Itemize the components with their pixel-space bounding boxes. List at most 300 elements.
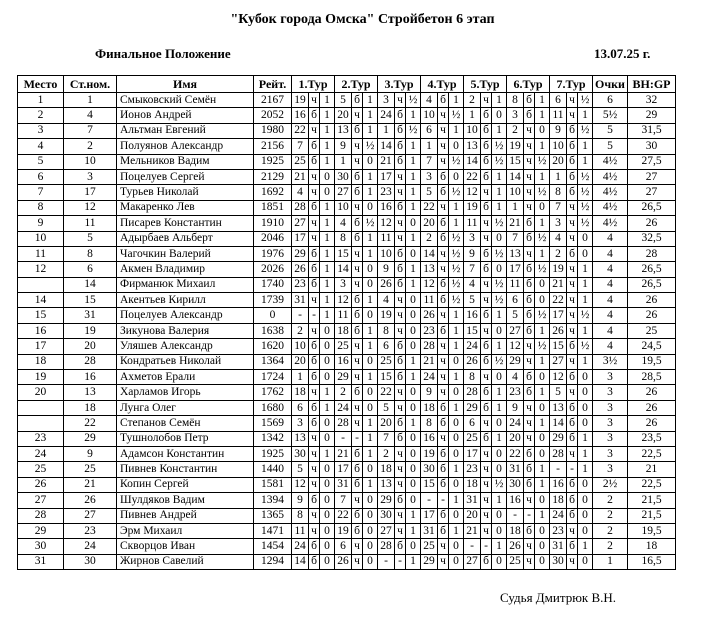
cell-r4-result: 1	[449, 339, 464, 354]
cell-r3-opponent: 16	[378, 200, 395, 215]
cell-r2-color: б	[352, 508, 363, 523]
cell-r2-color: б	[352, 185, 363, 200]
cell-r2-color: б	[352, 477, 363, 492]
cell-r7-color: ч	[567, 523, 578, 538]
cell-player-name: Поцелуев Александр	[117, 308, 254, 323]
cell-r7-opponent: 1	[550, 169, 567, 184]
cell-r2-result: 0	[363, 400, 378, 415]
cell-r1-color: б	[309, 139, 320, 154]
cell-r3-result: 0	[406, 462, 421, 477]
cell-r6-color: ч	[524, 169, 535, 184]
cell-r4-opponent: 17	[421, 508, 438, 523]
cell-player-name: Тушнолобов Петр	[117, 431, 254, 446]
cell-r4-color: ч	[438, 554, 449, 569]
cell-r5-opponent: 24	[464, 339, 481, 354]
cell-place: 11	[18, 246, 64, 261]
cell-r1-opponent: 12	[292, 477, 309, 492]
cell-r5-result: 0	[492, 370, 507, 385]
cell-r5-color: б	[481, 169, 492, 184]
cell-r2-opponent: 7	[335, 493, 352, 508]
cell-r2-opponent: 15	[335, 246, 352, 261]
cell-r3-color: б	[395, 416, 406, 431]
cell-r5-result: 0	[492, 231, 507, 246]
cell-r4-result: 1	[449, 93, 464, 108]
cell-r4-opponent: 18	[421, 400, 438, 415]
cell-r7-opponent: 8	[550, 185, 567, 200]
cell-rating: 1394	[254, 493, 292, 508]
cell-rating: 2167	[254, 93, 292, 108]
cell-r4-opponent: 8	[421, 416, 438, 431]
cell-r6-opponent: 24	[507, 416, 524, 431]
cell-r3-color: ч	[395, 308, 406, 323]
cell-r4-result: 1	[449, 200, 464, 215]
col-header-round-6: 6.Тур	[507, 76, 550, 93]
cell-points: 3	[593, 462, 628, 477]
cell-r3-color: -	[395, 554, 406, 569]
cell-tiebreak: 26,5	[628, 262, 676, 277]
cell-r1-result: 1	[320, 246, 335, 261]
cell-r2-color: ч	[352, 539, 363, 554]
cell-r1-result: 1	[320, 262, 335, 277]
cell-place: 2	[18, 108, 64, 123]
cell-r5-result: 0	[492, 462, 507, 477]
cell-r1-result: 1	[320, 231, 335, 246]
cell-place: 30	[18, 539, 64, 554]
cell-start-number: 11	[64, 216, 117, 231]
cell-player-name: Чагочкин Валерий	[117, 246, 254, 261]
cell-r1-opponent: 17	[292, 231, 309, 246]
cell-r5-opponent: 20	[464, 508, 481, 523]
cell-r3-opponent: 15	[378, 370, 395, 385]
cell-r7-color: б	[567, 370, 578, 385]
cell-r1-result: 1	[320, 200, 335, 215]
cell-r6-opponent: 10	[507, 185, 524, 200]
cell-r1-opponent: 25	[292, 154, 309, 169]
cell-r2-opponent: 3	[335, 277, 352, 292]
cell-r6-color: б	[524, 108, 535, 123]
cell-r3-color: б	[395, 354, 406, 369]
tournament-date: 13.07.25 г.	[594, 46, 651, 61]
cell-r2-color: б	[352, 169, 363, 184]
cell-r6-result: 0	[535, 446, 550, 461]
cell-rating: 1740	[254, 277, 292, 292]
cell-points: 4½	[593, 200, 628, 215]
cell-r3-result: 1	[406, 523, 421, 538]
cell-r7-result: 1	[578, 462, 593, 477]
cell-r6-color: б	[524, 323, 535, 338]
cell-r6-opponent: 17	[507, 262, 524, 277]
cell-r1-result: 0	[320, 323, 335, 338]
cell-r3-opponent: 2	[378, 446, 395, 461]
cell-r4-color: б	[438, 477, 449, 492]
cell-r2-opponent: 19	[335, 523, 352, 538]
cell-r7-opponent: 4	[550, 231, 567, 246]
cell-r5-result: 1	[492, 400, 507, 415]
cell-start-number: 9	[64, 446, 117, 461]
cell-tiebreak: 19,5	[628, 354, 676, 369]
cell-rating: 1925	[254, 154, 292, 169]
cell-r4-result: 0	[449, 446, 464, 461]
cell-r7-result: ½	[578, 169, 593, 184]
cell-start-number: 5	[64, 231, 117, 246]
cell-r1-color: ч	[309, 385, 320, 400]
cell-player-name: Полуянов Александр	[117, 139, 254, 154]
cell-r3-color: б	[395, 246, 406, 261]
cell-r7-result: 1	[578, 262, 593, 277]
cell-start-number: 14	[64, 277, 117, 292]
cell-r3-result: 1	[406, 139, 421, 154]
cell-r2-result: 1	[363, 431, 378, 446]
cell-r7-result: 1	[578, 539, 593, 554]
col-header-round-1: 1.Тур	[292, 76, 335, 93]
table-row	[18, 277, 676, 292]
cell-r5-result: 1	[492, 123, 507, 138]
cell-place: 16	[18, 323, 64, 338]
cell-r6-opponent: 8	[507, 93, 524, 108]
cell-rating: 1569	[254, 416, 292, 431]
cell-r7-opponent: 16	[550, 477, 567, 492]
col-header-name: Имя	[117, 76, 254, 93]
cell-r1-opponent: 2	[292, 323, 309, 338]
cell-r7-result: ½	[578, 93, 593, 108]
cell-r5-color: ч	[481, 277, 492, 292]
cell-r1-opponent: 26	[292, 262, 309, 277]
cell-start-number: 29	[64, 431, 117, 446]
cell-place: 5	[18, 154, 64, 169]
cell-r4-color: ч	[438, 339, 449, 354]
cell-points: 4	[593, 277, 628, 292]
cell-r1-color: б	[309, 277, 320, 292]
cell-r7-opponent: 31	[550, 539, 567, 554]
cell-r3-result: 0	[406, 246, 421, 261]
cell-r4-opponent: 13	[421, 262, 438, 277]
cell-r5-result: ½	[492, 354, 507, 369]
cell-points: 4	[593, 308, 628, 323]
cell-r1-result: 1	[320, 216, 335, 231]
table-row	[18, 308, 676, 323]
cell-r4-opponent: 21	[421, 354, 438, 369]
cell-player-name: Лунга Олег	[117, 400, 254, 415]
cell-r3-opponent: 23	[378, 185, 395, 200]
cell-r6-color: ч	[524, 185, 535, 200]
cell-r3-result: ½	[406, 93, 421, 108]
cell-points: 3	[593, 431, 628, 446]
cell-r2-result: 1	[363, 246, 378, 261]
cell-player-name: Жирнов Савелий	[117, 554, 254, 569]
cell-r2-result: 0	[363, 385, 378, 400]
cell-player-name: Кондратьев Николай	[117, 354, 254, 369]
cell-r6-opponent: 21	[507, 216, 524, 231]
cell-place: 6	[18, 169, 64, 184]
cell-r7-opponent: 17	[550, 308, 567, 323]
cell-r3-opponent: 20	[378, 416, 395, 431]
cell-r7-opponent: 3	[550, 216, 567, 231]
cell-r3-color: ч	[395, 185, 406, 200]
cell-r1-result: 0	[320, 493, 335, 508]
cell-r5-result: 1	[492, 185, 507, 200]
cell-r6-color: ч	[524, 123, 535, 138]
cell-r2-result: 1	[363, 339, 378, 354]
col-header-points: Очки	[593, 76, 628, 93]
cell-r2-color: ч	[352, 246, 363, 261]
cell-r7-color: ч	[567, 446, 578, 461]
cell-start-number: 10	[64, 154, 117, 169]
cell-r2-result: 1	[363, 370, 378, 385]
cell-start-number: 30	[64, 554, 117, 569]
cell-r3-opponent: 8	[378, 323, 395, 338]
cell-r1-opponent: 19	[292, 93, 309, 108]
cell-points: 4½	[593, 216, 628, 231]
cell-tiebreak: 19,5	[628, 523, 676, 538]
cell-place	[18, 416, 64, 431]
table-row	[18, 262, 676, 277]
cell-r6-opponent: 3	[507, 108, 524, 123]
cell-points: 5	[593, 123, 628, 138]
col-header-round-4: 4.Тур	[421, 76, 464, 93]
cell-r3-color: ч	[395, 508, 406, 523]
cell-r6-opponent: 5	[507, 308, 524, 323]
cell-r1-result: 0	[320, 508, 335, 523]
cell-r7-color: ч	[567, 385, 578, 400]
cell-place: 26	[18, 477, 64, 492]
cell-r7-opponent: 9	[550, 123, 567, 138]
cell-start-number: 7	[64, 123, 117, 138]
cell-r5-opponent: 29	[464, 400, 481, 415]
cell-points: 4	[593, 231, 628, 246]
cell-r2-result: 1	[363, 93, 378, 108]
cell-r6-color: б	[524, 477, 535, 492]
cell-r4-result: 1	[449, 400, 464, 415]
cell-place: 9	[18, 216, 64, 231]
cell-r4-result: 0	[449, 554, 464, 569]
cell-r2-color: б	[352, 293, 363, 308]
cell-r7-opponent: 10	[550, 139, 567, 154]
cell-player-name: Копин Сергей	[117, 477, 254, 492]
cell-r4-color: б	[438, 93, 449, 108]
cell-start-number: 4	[64, 108, 117, 123]
cell-r1-opponent: 4	[292, 185, 309, 200]
cell-r1-result: 1	[320, 293, 335, 308]
cell-r7-result: 0	[578, 370, 593, 385]
cell-r4-color: б	[438, 400, 449, 415]
cell-r1-result: 1	[320, 139, 335, 154]
cell-points: 4½	[593, 154, 628, 169]
cell-r1-opponent: -	[292, 308, 309, 323]
cell-r6-color: б	[524, 93, 535, 108]
cell-r7-opponent: 21	[550, 277, 567, 292]
cell-r2-opponent: -	[335, 431, 352, 446]
cell-rating: 1364	[254, 354, 292, 369]
cell-r5-opponent: 18	[464, 477, 481, 492]
cell-r7-opponent: 27	[550, 354, 567, 369]
cell-r1-color: ч	[309, 293, 320, 308]
cell-tiebreak: 24,5	[628, 339, 676, 354]
cell-r7-opponent: -	[550, 462, 567, 477]
cell-r7-color: б	[567, 139, 578, 154]
cell-r1-color: б	[309, 554, 320, 569]
cell-r1-opponent: 20	[292, 354, 309, 369]
cell-r3-opponent: 19	[378, 308, 395, 323]
cell-r1-result: 0	[320, 370, 335, 385]
cell-player-name: Харламов Игорь	[117, 385, 254, 400]
cell-r5-color: б	[481, 154, 492, 169]
cell-r2-result: 1	[363, 323, 378, 338]
cell-tiebreak: 26	[628, 400, 676, 415]
cell-r4-opponent: 29	[421, 554, 438, 569]
cell-r5-result: 1	[492, 539, 507, 554]
cell-r1-color: б	[309, 108, 320, 123]
cell-r7-color: б	[567, 477, 578, 492]
cell-r7-result: 1	[578, 323, 593, 338]
cell-r1-color: б	[309, 416, 320, 431]
cell-r5-opponent: 12	[464, 185, 481, 200]
cell-r1-result: 1	[320, 108, 335, 123]
cell-r2-opponent: 2	[335, 385, 352, 400]
cell-r1-color: ч	[309, 477, 320, 492]
cell-r3-opponent: 4	[378, 293, 395, 308]
cell-start-number: 27	[64, 508, 117, 523]
cell-start-number: 2	[64, 139, 117, 154]
cell-r1-result: 1	[320, 277, 335, 292]
cell-start-number: 31	[64, 308, 117, 323]
cell-r5-opponent: 7	[464, 262, 481, 277]
cell-r1-color: б	[309, 154, 320, 169]
cell-r1-opponent: 31	[292, 293, 309, 308]
cell-rating: 1925	[254, 446, 292, 461]
cell-r5-color: ч	[481, 323, 492, 338]
cell-r5-opponent: 16	[464, 308, 481, 323]
cell-r1-color: ч	[309, 323, 320, 338]
cell-r7-color: б	[567, 246, 578, 261]
cell-r2-result: 0	[363, 539, 378, 554]
cell-r2-opponent: 28	[335, 416, 352, 431]
cell-r6-result: 0	[535, 200, 550, 215]
cell-r5-color: б	[481, 108, 492, 123]
cell-r3-color: б	[395, 123, 406, 138]
cell-r5-color: б	[481, 123, 492, 138]
cell-r6-result: ½	[535, 185, 550, 200]
cell-r3-opponent: 26	[378, 277, 395, 292]
cell-r4-color: ч	[438, 385, 449, 400]
cell-r2-color: б	[352, 308, 363, 323]
cell-rating: 1762	[254, 385, 292, 400]
cell-points: 4½	[593, 169, 628, 184]
table-row	[18, 231, 676, 246]
cell-r3-opponent: 28	[378, 539, 395, 554]
cell-place: 8	[18, 200, 64, 215]
cell-r3-color: ч	[395, 293, 406, 308]
cell-r1-result: 1	[320, 154, 335, 169]
cell-r3-opponent: 7	[378, 431, 395, 446]
cell-r3-result: 1	[406, 169, 421, 184]
cell-r5-result: ½	[492, 477, 507, 492]
cell-r4-color: б	[438, 231, 449, 246]
cell-r7-result: 0	[578, 523, 593, 538]
cell-r2-result: 1	[363, 293, 378, 308]
cell-r4-opponent: 5	[421, 185, 438, 200]
cell-r1-color: б	[309, 200, 320, 215]
cell-r4-opponent: 1	[421, 139, 438, 154]
cell-r4-opponent: 20	[421, 216, 438, 231]
cell-rating: 1365	[254, 508, 292, 523]
tournament-title: "Кубок города Омска" Стройбетон 6 этап	[230, 12, 495, 27]
cell-points: 2	[593, 523, 628, 538]
col-header-round-3: 3.Тур	[378, 76, 421, 93]
cell-r6-opponent: 1	[507, 200, 524, 215]
cell-r7-color: б	[567, 400, 578, 415]
cell-r3-result: 1	[406, 508, 421, 523]
cell-r4-result: ½	[449, 185, 464, 200]
table-row	[18, 169, 676, 184]
cell-r5-opponent: 23	[464, 462, 481, 477]
cell-r6-result: 0	[535, 370, 550, 385]
cell-r6-result: ½	[535, 308, 550, 323]
cell-r5-opponent: 31	[464, 493, 481, 508]
cell-points: 3	[593, 370, 628, 385]
cell-player-name: Пивнев Андрей	[117, 508, 254, 523]
cell-r3-result: 0	[406, 539, 421, 554]
cell-r5-color: б	[481, 354, 492, 369]
cell-r7-opponent: 15	[550, 339, 567, 354]
standings-body	[18, 93, 676, 570]
cell-r4-opponent: 10	[421, 108, 438, 123]
cell-r2-opponent: 14	[335, 262, 352, 277]
cell-start-number: 18	[64, 400, 117, 415]
cell-r3-opponent: 9	[378, 262, 395, 277]
cell-r4-opponent: 4	[421, 93, 438, 108]
cell-r4-result: 0	[449, 508, 464, 523]
cell-r1-opponent: 1	[292, 370, 309, 385]
table-row	[18, 139, 676, 154]
cell-r7-result: 1	[578, 354, 593, 369]
cell-r2-result: 1	[363, 123, 378, 138]
cell-tiebreak: 27	[628, 169, 676, 184]
cell-r1-opponent: 14	[292, 554, 309, 569]
cell-r5-opponent: 27	[464, 554, 481, 569]
cell-r1-result: 0	[320, 169, 335, 184]
cell-points: 3	[593, 385, 628, 400]
cell-r4-color: ч	[438, 431, 449, 446]
table-row	[18, 431, 676, 446]
cell-r2-result: 0	[363, 554, 378, 569]
cell-r2-opponent: 17	[335, 462, 352, 477]
cell-r6-result: 0	[535, 554, 550, 569]
cell-place: 4	[18, 139, 64, 154]
cell-r6-result: 1	[535, 385, 550, 400]
cell-r1-opponent: 8	[292, 508, 309, 523]
cell-r1-result: 1	[320, 93, 335, 108]
col-header-rating: Рейт.	[254, 76, 292, 93]
cell-r6-opponent: 13	[507, 246, 524, 261]
cell-r6-result: 1	[535, 139, 550, 154]
cell-r2-result: 0	[363, 493, 378, 508]
cell-r4-color: ч	[438, 354, 449, 369]
cell-r6-color: б	[524, 231, 535, 246]
cell-r3-color: б	[395, 370, 406, 385]
cell-tiebreak: 27	[628, 185, 676, 200]
cell-player-name: Акмен Владимир	[117, 262, 254, 277]
cell-r6-color: ч	[524, 554, 535, 569]
cell-r6-opponent: 30	[507, 477, 524, 492]
cell-place: 7	[18, 185, 64, 200]
cell-r1-opponent: 23	[292, 277, 309, 292]
cell-r2-opponent: 10	[335, 200, 352, 215]
cell-r4-opponent: 28	[421, 339, 438, 354]
cell-r6-color: ч	[524, 416, 535, 431]
cell-r6-color: ч	[524, 400, 535, 415]
cell-r4-color: б	[438, 169, 449, 184]
cell-r5-result: 1	[492, 169, 507, 184]
